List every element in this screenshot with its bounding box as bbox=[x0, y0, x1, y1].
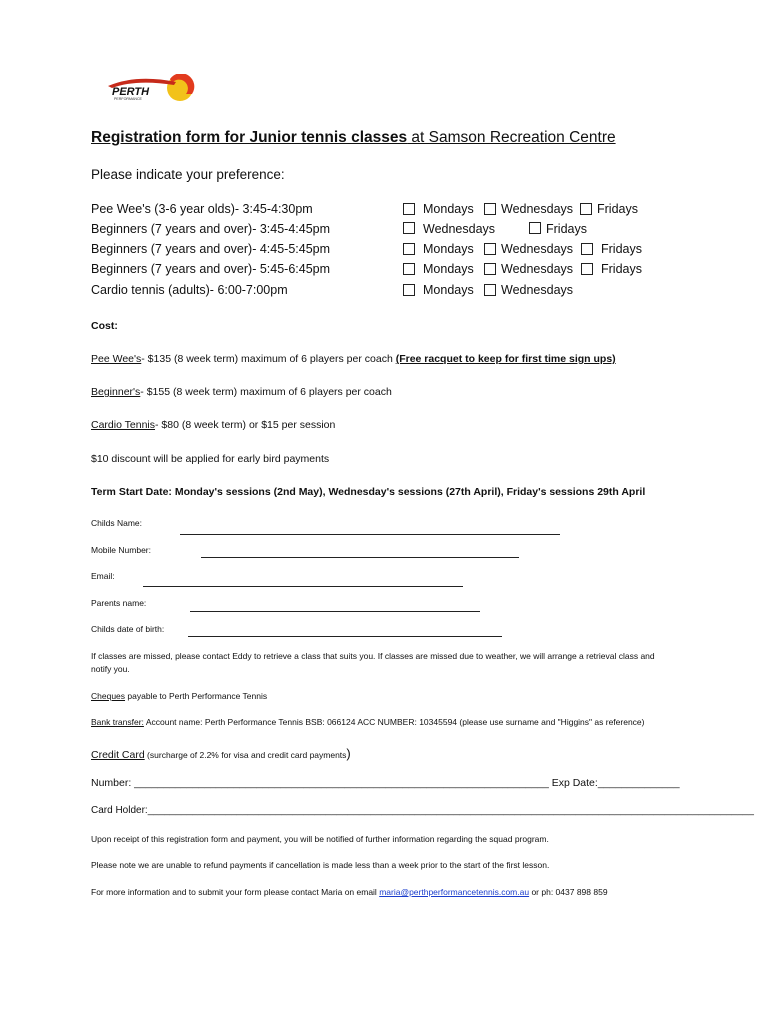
cost-peewee-text: - $135 (8 week term) maximum of 6 players per coach bbox=[141, 353, 396, 365]
label-fridays: Fridays bbox=[597, 202, 638, 216]
checkbox-peewee-mondays[interactable] bbox=[403, 203, 415, 215]
label-wednesdays: Wednesdays bbox=[501, 242, 574, 256]
bank-transfer-line bbox=[91, 717, 645, 727]
title-rest: at Samson Recreation Centre bbox=[407, 129, 616, 146]
cost-peewee-label: Pee Wee's bbox=[91, 353, 142, 365]
preference-prompt: Please indicate your preference: bbox=[91, 167, 285, 182]
label-mondays: Mondays bbox=[423, 283, 474, 297]
email-field[interactable] bbox=[143, 586, 463, 587]
checkbox-beginners1-wednesdays[interactable] bbox=[403, 222, 415, 234]
credit-text: (surcharge of 2.2% for visa and credit card payments bbox=[144, 750, 347, 760]
bank-label: Bank transfer: bbox=[91, 717, 144, 727]
childs-name-field[interactable] bbox=[180, 534, 560, 535]
mobile-field[interactable] bbox=[201, 557, 519, 558]
label-mondays: Mondays bbox=[423, 202, 474, 216]
contact-phone: or ph: 0437 898 859 bbox=[529, 887, 608, 897]
contact-text: For more information and to submit your form please contact Maria on email bbox=[91, 887, 380, 897]
label-wednesdays: Wednesdays bbox=[423, 222, 496, 236]
checkbox-cardio-wednesdays[interactable] bbox=[484, 284, 496, 296]
checkbox-beginners3-wednesdays[interactable] bbox=[484, 263, 496, 275]
refund-note: Please note we are unable to refund payments if cancellation is made less than a week prior to the start of the first lesson. bbox=[91, 860, 550, 870]
checkbox-cardio-mondays[interactable] bbox=[403, 284, 415, 296]
parents-name-label: Parents name: bbox=[91, 598, 147, 608]
label-mondays: Mondays bbox=[423, 262, 474, 276]
cost-cardio-text: - $80 (8 week term) or $15 per session bbox=[155, 419, 336, 431]
cost-peewee bbox=[91, 353, 616, 365]
class-cardio: Cardio tennis (adults)- 6:00-7:00pm bbox=[91, 283, 288, 297]
email-label: Email: bbox=[91, 571, 115, 581]
label-wednesdays: Wednesdays bbox=[501, 283, 574, 297]
cost-cardio bbox=[91, 419, 335, 431]
checkbox-beginners1-fridays[interactable] bbox=[529, 222, 541, 234]
contact-email-link[interactable]: maria@perthperformancetennis.com.au bbox=[379, 887, 530, 897]
cost-cardio-label: Cardio Tennis bbox=[91, 419, 156, 431]
checkbox-peewee-fridays[interactable] bbox=[580, 203, 592, 215]
label-fridays: Fridays bbox=[601, 262, 642, 276]
bank-text: Account name: Perth Performance Tennis BSB: 066124 ACC NUMBER: 10345594 (please use surname and "Higgins" as reference) bbox=[143, 717, 645, 727]
missed-classes-note: If classes are missed, please contact Eddy to retrieve a class that suits you. If classes are missed due to weather, we will arrange a retrieval class and bbox=[91, 651, 655, 661]
early-bird-discount: $10 discount will be applied for early bird payments bbox=[91, 453, 330, 465]
childs-name-label: Childs Name: bbox=[91, 518, 143, 528]
card-holder-field[interactable]: Card Holder:_____________________________________________________________________________________________________________ bbox=[91, 805, 754, 816]
class-beginners-2: Beginners (7 years and over)- 4:45-5:45pm bbox=[91, 242, 331, 256]
checkbox-beginners2-wednesdays[interactable] bbox=[484, 243, 496, 255]
label-wednesdays: Wednesdays bbox=[501, 262, 574, 276]
dob-label: Childs date of birth: bbox=[91, 624, 165, 634]
form-title bbox=[91, 129, 616, 147]
cost-beginner bbox=[91, 386, 392, 398]
title-bold: Registration form for Junior tennis classes bbox=[91, 129, 408, 146]
cost-beginner-label: Beginner's bbox=[91, 386, 141, 398]
contact-line bbox=[91, 887, 608, 897]
missed-classes-note-2: notify you. bbox=[91, 664, 130, 674]
cost-heading: Cost: bbox=[91, 320, 118, 332]
checkbox-beginners3-mondays[interactable] bbox=[403, 263, 415, 275]
cheques-line bbox=[91, 691, 267, 701]
term-start-date: Term Start Date: Monday's sessions (2nd May), Wednesday's sessions (27th April), Friday's sessions 29th April bbox=[91, 486, 646, 498]
class-peewee: Pee Wee's (3-6 year olds)- 3:45-4:30pm bbox=[91, 202, 313, 216]
parents-name-field[interactable] bbox=[190, 611, 480, 612]
logo-subtext: PERFORMANCE bbox=[114, 97, 142, 101]
label-wednesdays: Wednesdays bbox=[501, 202, 574, 216]
checkbox-beginners2-fridays[interactable] bbox=[581, 243, 593, 255]
class-beginners-3: Beginners (7 years and over)- 5:45-6:45pm bbox=[91, 262, 331, 276]
credit-card-line bbox=[91, 745, 351, 763]
label-fridays: Fridays bbox=[601, 242, 642, 256]
label-fridays: Fridays bbox=[546, 222, 587, 236]
checkbox-beginners3-fridays[interactable] bbox=[581, 263, 593, 275]
logo-text: PERTH bbox=[112, 86, 150, 98]
cost-beginner-text: - $155 (8 week term) maximum of 6 players per coach bbox=[140, 386, 392, 398]
cost-peewee-note: (Free racquet to keep for first time sign ups) bbox=[395, 353, 616, 365]
credit-label: Credit Card bbox=[91, 749, 145, 761]
receipt-note: Upon receipt of this registration form and payment, you will be notified of further information regarding the squad program. bbox=[91, 834, 549, 844]
label-mondays: Mondays bbox=[423, 242, 474, 256]
checkbox-beginners2-mondays[interactable] bbox=[403, 243, 415, 255]
checkbox-peewee-wednesdays[interactable] bbox=[484, 203, 496, 215]
mobile-label: Mobile Number: bbox=[91, 545, 151, 555]
class-beginners-1: Beginners (7 years and over)- 3:45-4:45pm bbox=[91, 222, 331, 236]
cheques-text: payable to Perth Performance Tennis bbox=[125, 691, 268, 701]
credit-paren: ) bbox=[346, 746, 351, 761]
card-number-field[interactable]: Number: _______________________________________________________________________ Exp Date:______________ bbox=[91, 777, 680, 789]
perth-performance-logo bbox=[106, 74, 196, 102]
dob-field[interactable] bbox=[188, 636, 502, 637]
cheques-label: Cheques bbox=[91, 691, 126, 701]
